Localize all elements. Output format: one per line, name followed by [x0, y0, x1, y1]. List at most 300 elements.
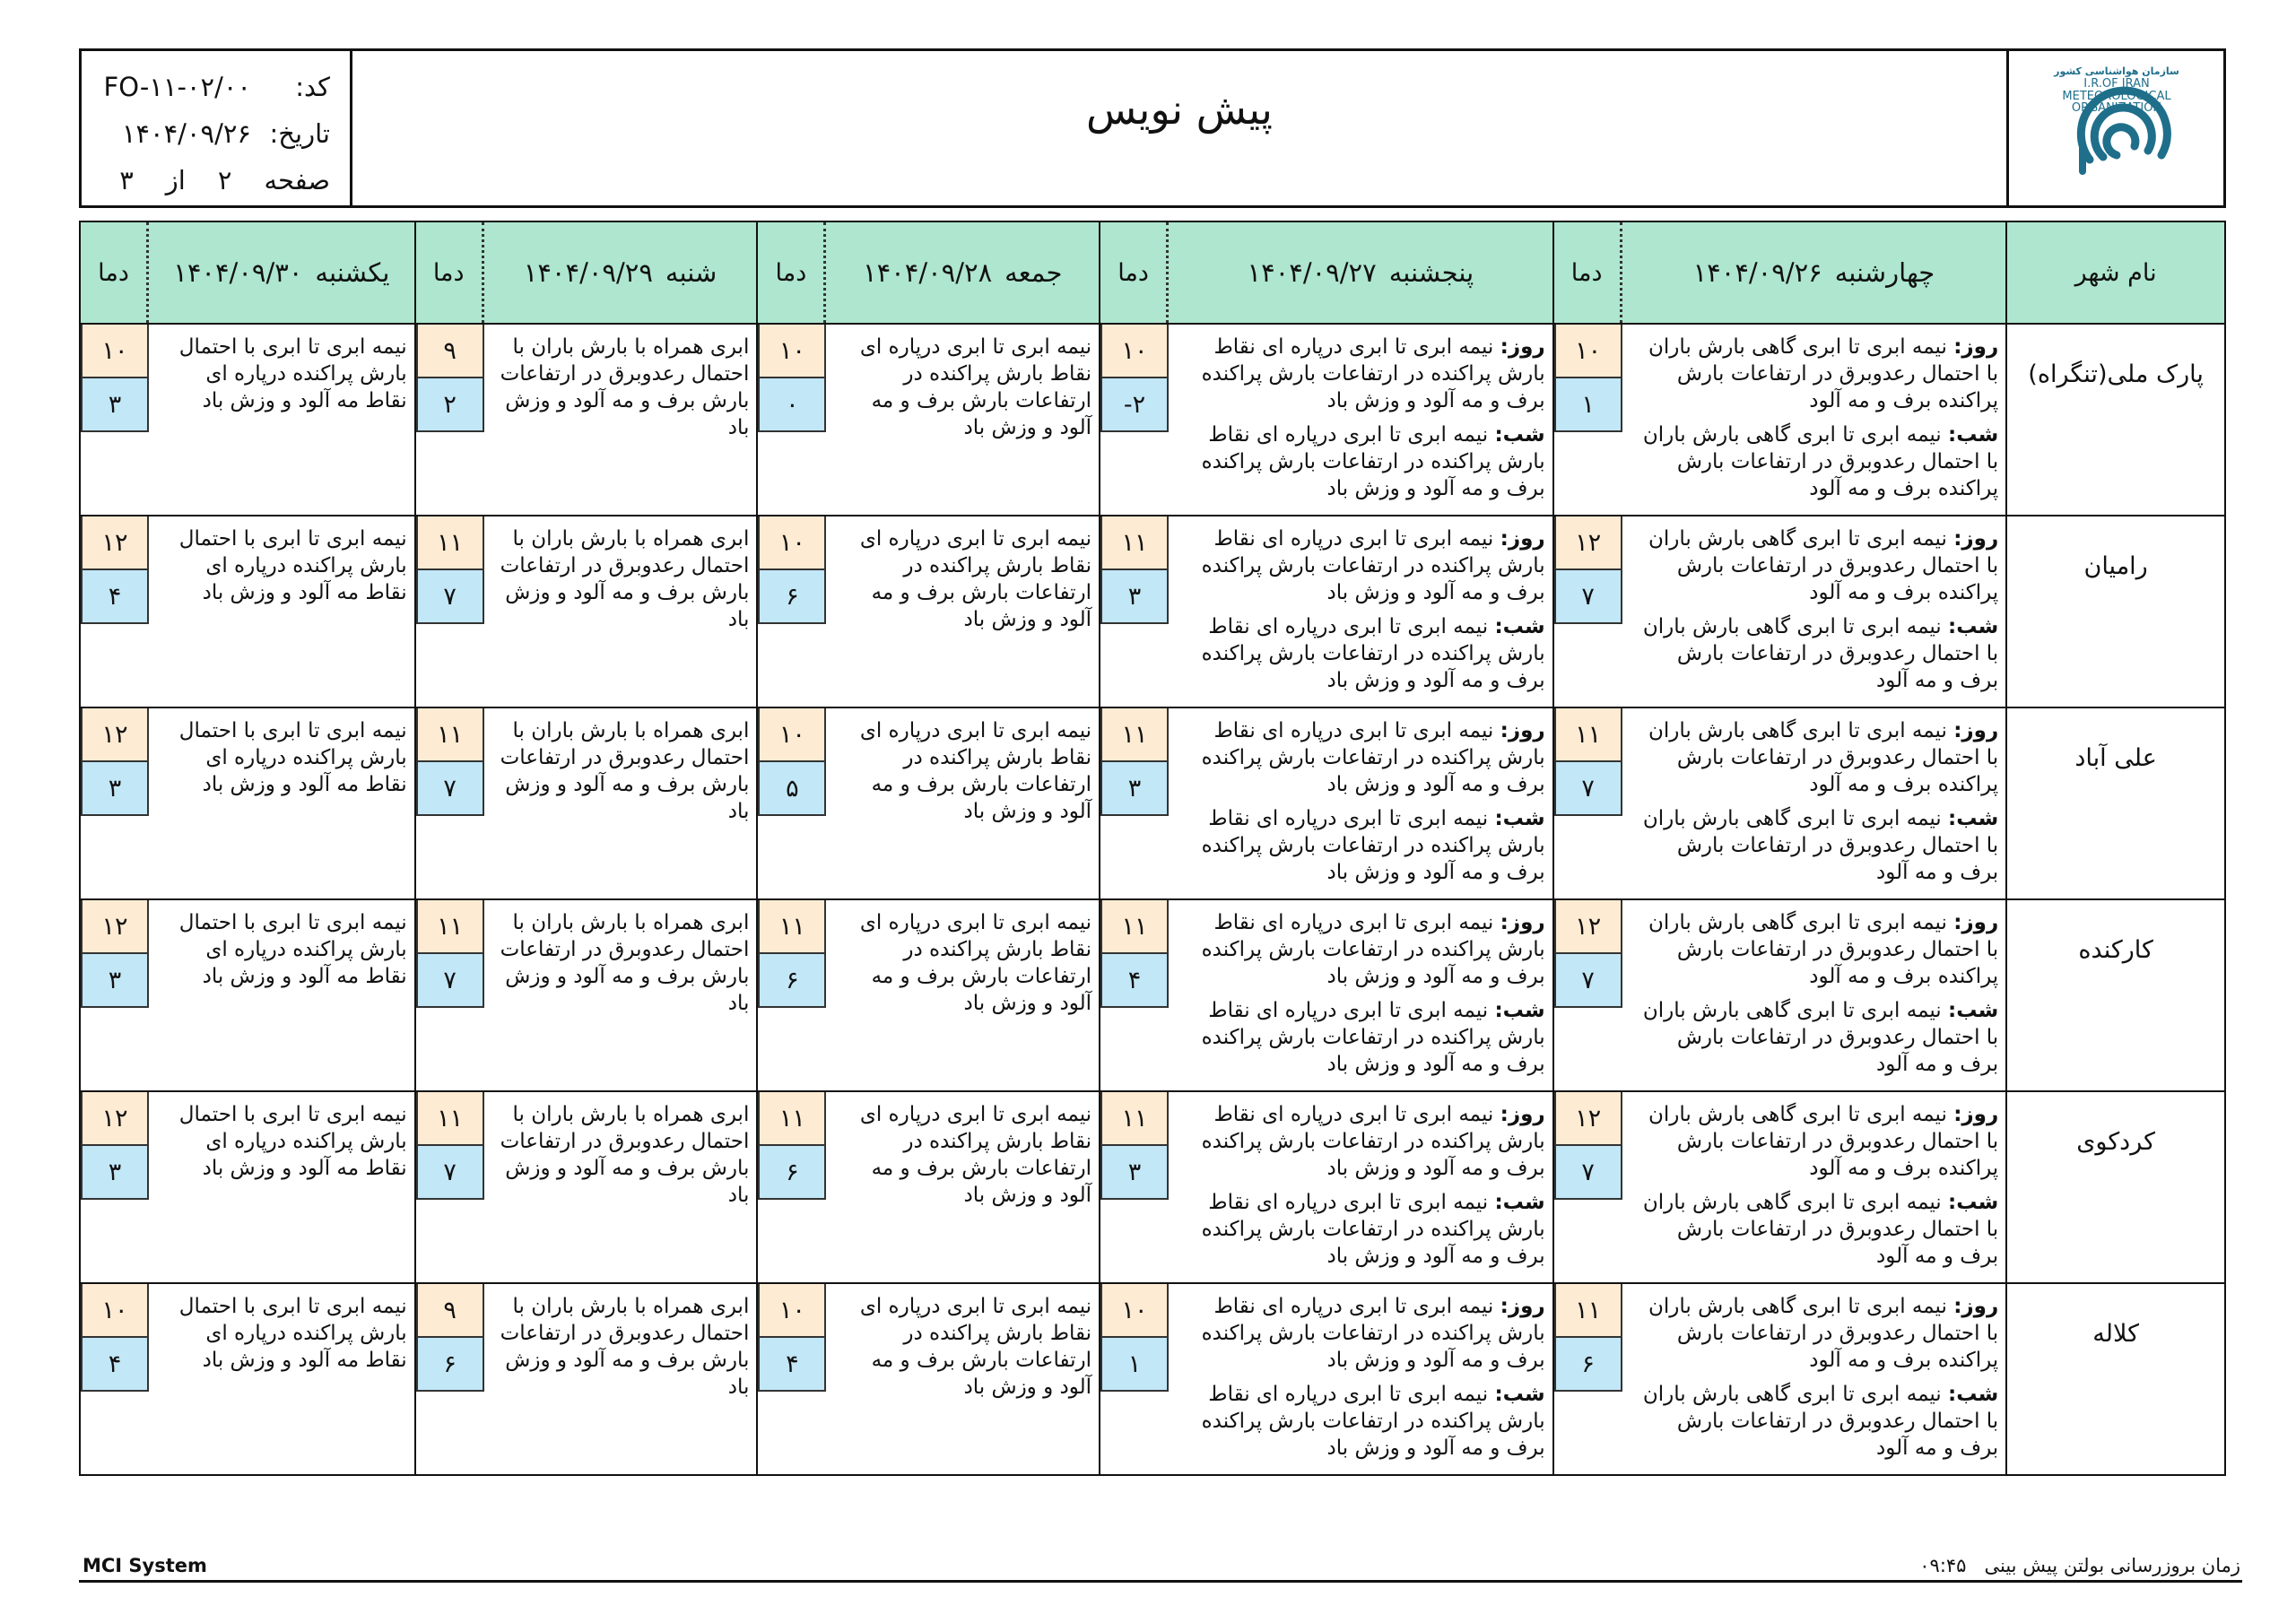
day-cell [1099, 708, 1552, 898]
min-temp [416, 570, 484, 624]
forecast-text: نیمه ابری تا ابری با احتمال بارش پراکنده درپاره ای نقاط مه آلود و وزش باد [178, 335, 407, 412]
forecast-description [826, 1284, 1099, 1474]
min-temp [81, 762, 149, 816]
night-forecast [1179, 805, 1545, 886]
min-temp [1554, 1338, 1622, 1392]
min-temp [81, 1146, 149, 1200]
forecast-text: نیمه ابری تا ابری درپاره ای نقاط بارش پراکنده در ارتفاعات بارش برف و مه آلود و وزش باد [859, 335, 1092, 439]
forecast-text: نیمه ابری تا ابری با احتمال بارش پراکنده درپاره ای نقاط مه آلود و وزش باد [178, 1295, 407, 1372]
max-temp: ۱۲ [1554, 900, 1622, 954]
day-forecast [1179, 909, 1545, 990]
temperature-cell [758, 900, 826, 1090]
page-title: پیش نویس [1086, 85, 1273, 134]
night-label: شب: [1948, 999, 1999, 1022]
table-row [81, 707, 2224, 898]
day-header [1552, 222, 2006, 323]
date-label: تاریخ: [269, 118, 330, 149]
min-temp [416, 1146, 484, 1200]
city-column-header: نام شهر [2005, 222, 2224, 323]
min-temp [1554, 378, 1622, 432]
day-forecast [1179, 1293, 1545, 1374]
min-temp [1554, 954, 1622, 1008]
day-forecast [1633, 525, 1999, 606]
max-temp: ۱۱ [1554, 1284, 1622, 1338]
forecast-description [149, 900, 414, 1090]
min-temp-value: ۱ [1581, 390, 1595, 419]
max-temp: ۱۱ [416, 516, 484, 570]
max-temp: ۱۰ [1554, 325, 1622, 378]
night-forecast [1179, 1381, 1545, 1462]
day-forecast [1633, 334, 1999, 414]
temperature-cell [416, 516, 484, 707]
day-cell [81, 516, 414, 707]
forecast-table [79, 221, 2226, 1476]
forecast-description [484, 900, 757, 1090]
forecast-description [1622, 516, 2006, 707]
temperature-cell [416, 325, 484, 515]
min-temp [758, 1146, 826, 1200]
footer-divider [79, 1580, 2242, 1583]
temperature-cell [758, 1092, 826, 1282]
temperature-cell [758, 708, 826, 898]
forecast-description [484, 1284, 757, 1474]
max-temp: ۱۰ [758, 708, 826, 762]
min-temp [758, 378, 826, 432]
day-name: شنبه [665, 257, 718, 288]
night-forecast [1179, 1189, 1545, 1270]
max-temp: ۱۱ [1100, 900, 1169, 954]
day-forecast-text: نیمه ابری تا ابری درپاره ای نقاط بارش پراکنده در ارتفاعات بارش پراکنده برف و مه آلود و وزش باد [1201, 719, 1545, 796]
min-temp [758, 570, 826, 624]
night-forecast [1633, 613, 1999, 694]
night-forecast [1179, 613, 1545, 694]
day-cell [414, 1284, 757, 1474]
forecast-text: ابری همراه با بارش باران با احتمال رعدوبرق در ارتفاعات بارش برف و مه آلود و وزش باد [500, 1103, 750, 1207]
day-forecast [1633, 1293, 1999, 1374]
temperature-cell [1554, 900, 1622, 1090]
logo-text-en2: METEOROLOGICAL [2061, 90, 2171, 103]
day-forecast-text: نیمه ابری تا ابری گاهی بارش باران با احتمال رعدوبرق در ارتفاعات بارش پراکنده برف و مه آلود [1648, 1295, 1999, 1372]
logo-text-en1: I.R.OF IRAN [2083, 77, 2150, 91]
page-label: صفحه [264, 165, 330, 195]
logo [2006, 51, 2223, 205]
night-label: شب: [1494, 1191, 1545, 1214]
day-cell [81, 325, 414, 515]
day-date: ۱۴۰۴/۰۹/۲۶ [1692, 257, 1822, 288]
temperature-cell [1100, 325, 1169, 515]
forecast-description [1169, 708, 1552, 898]
forecast-description [1622, 900, 2006, 1090]
day-label: روز: [1500, 1295, 1545, 1318]
forecast-text: ابری همراه با بارش باران با احتمال رعدوبرق در ارتفاعات بارش برف و مه آلود و وزش باد [500, 911, 750, 1015]
temperature-cell [1554, 1092, 1622, 1282]
forecast-description [149, 516, 414, 707]
day-label: روز: [1500, 335, 1545, 359]
footer-update-value: ۰۹:۴۵ [1919, 1555, 1967, 1576]
day-forecast [1633, 909, 1999, 990]
table-row [81, 323, 2224, 515]
day-forecast [1633, 717, 1999, 798]
day-cell [1552, 1092, 2006, 1282]
logo-text-fa: سازمان هواشناسی کشور [2053, 65, 2179, 77]
min-temp-value: ۶ [1581, 1350, 1595, 1378]
day-label: روز: [1500, 527, 1545, 551]
temperature-cell [1100, 1092, 1169, 1282]
min-temp-value: ۷ [1581, 582, 1595, 611]
code-label: کد: [295, 72, 330, 102]
day-forecast-text: نیمه ابری تا ابری گاهی بارش باران با احتمال رعدوبرق در ارتفاعات بارش پراکنده برف و مه آلود [1648, 911, 1999, 988]
temp-column-header: دما [81, 222, 149, 323]
day-label: روز: [1953, 911, 1999, 934]
min-temp [81, 954, 149, 1008]
day-cell [414, 325, 757, 515]
forecast-text: نیمه ابری تا ابری درپاره ای نقاط بارش پراکنده در ارتفاعات بارش برف و مه آلود و وزش باد [859, 527, 1092, 631]
min-temp [758, 1338, 826, 1392]
min-temp-value: ۳ [108, 774, 122, 803]
min-temp-value: ۷ [443, 966, 457, 994]
forecast-description [484, 708, 757, 898]
max-temp: ۱۱ [1100, 1092, 1169, 1146]
temperature-cell [758, 325, 826, 515]
code-row [101, 64, 330, 110]
date-row [101, 110, 330, 157]
temperature-cell [416, 1092, 484, 1282]
night-forecast-text: نیمه ابری تا ابری گاهی بارش باران با احتمال رعدوبرق در ارتفاعات بارش برف و مه آلود [1642, 1191, 1999, 1268]
forecast-text: ابری همراه با بارش باران با احتمال رعدوبرق در ارتفاعات بارش برف و مه آلود و وزش باد [500, 527, 750, 631]
page-row [101, 157, 330, 204]
temperature-cell [81, 1092, 149, 1282]
day-header [1099, 222, 1552, 323]
forecast-text: ابری همراه با بارش باران با احتمال رعدوبرق در ارتفاعات بارش برف و مه آلود و وزش باد [500, 719, 750, 823]
forecast-description [826, 325, 1099, 515]
day-forecast-text: نیمه ابری تا ابری درپاره ای نقاط بارش پراکنده در ارتفاعات بارش پراکنده برف و مه آلود و وزش باد [1201, 1103, 1545, 1180]
temperature-cell [416, 900, 484, 1090]
min-temp [1100, 570, 1169, 624]
night-label: شب: [1948, 1191, 1999, 1214]
max-temp: ۹ [416, 325, 484, 378]
night-label: شب: [1948, 423, 1999, 447]
forecast-text: نیمه ابری تا ابری درپاره ای نقاط بارش پراکنده در ارتفاعات بارش برف و مه آلود و وزش باد [859, 1103, 1092, 1207]
day-forecast-text: نیمه ابری تا ابری گاهی بارش باران با احتمال رعدوبرق در ارتفاعات بارش پراکنده برف و مه آلود [1648, 335, 1999, 412]
night-forecast-text: نیمه ابری تا ابری گاهی بارش باران با احتمال رعدوبرق در ارتفاعات بارش برف و مه آلود [1642, 615, 1999, 692]
night-label: شب: [1948, 1383, 1999, 1406]
min-temp [81, 1338, 149, 1392]
min-temp [1554, 1146, 1622, 1200]
max-temp: ۱۲ [81, 1092, 149, 1146]
day-name: چهارشنبه [1834, 257, 1935, 288]
temp-column-header: دما [1554, 222, 1622, 323]
min-temp [416, 378, 484, 432]
page-total: ۳ [119, 165, 134, 195]
day-cell [1099, 325, 1552, 515]
day-cell [81, 708, 414, 898]
min-temp-value: ۳ [108, 966, 122, 994]
night-forecast-text: نیمه ابری تا ابری درپاره ای نقاط بارش پراکنده در ارتفاعات بارش پراکنده برف و مه آلود و وزش باد [1201, 423, 1545, 500]
day-forecast [1179, 717, 1545, 798]
day-cell [1099, 1092, 1552, 1282]
day-cell [1552, 325, 2006, 515]
night-forecast [1633, 1381, 1999, 1462]
day-cell [1552, 516, 2006, 707]
day-cell [414, 900, 757, 1090]
day-label: روز: [1500, 911, 1545, 934]
temperature-cell [81, 708, 149, 898]
max-temp: ۱۰ [81, 1284, 149, 1338]
day-name: پنجشنبه [1388, 257, 1474, 288]
night-forecast-text: نیمه ابری تا ابری درپاره ای نقاط بارش پراکنده در ارتفاعات بارش پراکنده برف و مه آلود و وزش باد [1201, 1191, 1545, 1268]
forecast-text: ابری همراه با بارش باران با احتمال رعدوبرق در ارتفاعات بارش برف و مه آلود و وزش باد [500, 1295, 750, 1399]
min-temp-value: ۶ [786, 966, 799, 994]
temperature-cell [1554, 325, 1622, 515]
day-name: یکشنبه [315, 257, 390, 288]
day-cell [1552, 900, 2006, 1090]
day-label: روز: [1953, 527, 1999, 551]
temperature-cell [81, 1284, 149, 1474]
temperature-cell [758, 516, 826, 707]
max-temp: ۱۱ [1100, 516, 1169, 570]
day-forecast-text: نیمه ابری تا ابری گاهی بارش باران با احتمال رعدوبرق در ارتفاعات بارش پراکنده برف و مه آلود [1648, 1103, 1999, 1180]
max-temp: ۱۲ [81, 516, 149, 570]
min-temp-value: ۷ [1581, 1158, 1595, 1186]
max-temp: ۱۱ [416, 708, 484, 762]
day-forecast-text: نیمه ابری تا ابری درپاره ای نقاط بارش پراکنده در ارتفاعات بارش پراکنده برف و مه آلود و وزش باد [1201, 1295, 1545, 1372]
forecast-description [1169, 1284, 1552, 1474]
night-label: شب: [1494, 1383, 1545, 1406]
day-cell [414, 516, 757, 707]
min-temp-value: ۳ [108, 1158, 122, 1186]
day-date: ۱۴۰۴/۰۹/۳۰ [173, 257, 303, 288]
day-cell [81, 1284, 414, 1474]
max-temp: ۱۲ [1554, 1092, 1622, 1146]
table-row [81, 515, 2224, 707]
min-temp-value: ۳ [1127, 774, 1142, 803]
night-forecast [1179, 421, 1545, 502]
day-cell [414, 708, 757, 898]
day-forecast-text: نیمه ابری تا ابری درپاره ای نقاط بارش پراکنده در ارتفاعات بارش پراکنده برف و مه آلود و وزش باد [1201, 335, 1545, 412]
day-forecast-text: نیمه ابری تا ابری درپاره ای نقاط بارش پراکنده در ارتفاعات بارش پراکنده برف و مه آلود و وزش باد [1201, 527, 1545, 604]
min-temp [758, 954, 826, 1008]
day-label: روز: [1953, 719, 1999, 742]
forecast-text: نیمه ابری تا ابری با احتمال بارش پراکنده درپاره ای نقاط مه آلود و وزش باد [178, 911, 407, 988]
min-temp-value: -۲ [1123, 390, 1146, 419]
city-name: کارکنده [2005, 900, 2224, 1090]
max-temp: ۱۱ [416, 900, 484, 954]
day-name: جمعه [1004, 257, 1063, 288]
min-temp [1100, 1338, 1169, 1392]
day-forecast [1633, 1101, 1999, 1182]
table-row [81, 898, 2224, 1090]
footer-system-name: MCI System [83, 1555, 207, 1576]
min-temp [416, 762, 484, 816]
min-temp [1100, 954, 1169, 1008]
min-temp-value: ۴ [108, 582, 122, 611]
day-forecast [1179, 334, 1545, 414]
forecast-description [1622, 325, 2006, 515]
min-temp-value: ۶ [443, 1350, 457, 1378]
day-cell [756, 325, 1099, 515]
night-forecast-text: نیمه ابری تا ابری گاهی بارش باران با احتمال رعدوبرق در ارتفاعات بارش برف و مه آلود [1642, 1383, 1999, 1460]
max-temp: ۱۰ [758, 325, 826, 378]
temp-column-header: دما [416, 222, 484, 323]
document-header [79, 48, 2226, 208]
min-temp-value: ۲ [443, 390, 457, 419]
temperature-cell [1100, 900, 1169, 1090]
date-value: ۱۴۰۴/۰۹/۲۶ [121, 118, 251, 149]
day-label: روز: [1500, 719, 1545, 742]
day-date: ۱۴۰۴/۰۹/۲۹ [523, 257, 653, 288]
max-temp: ۱۰ [758, 516, 826, 570]
min-temp-value: ۶ [786, 1158, 799, 1186]
day-forecast-text: نیمه ابری تا ابری گاهی بارش باران با احتمال رعدوبرق در ارتفاعات بارش پراکنده برف و مه آلود [1648, 527, 1999, 604]
max-temp: ۱۲ [1554, 516, 1622, 570]
forecast-description [1169, 325, 1552, 515]
night-forecast-text: نیمه ابری تا ابری درپاره ای نقاط بارش پراکنده در ارتفاعات بارش پراکنده برف و مه آلود و وزش باد [1201, 807, 1545, 884]
min-temp-value: ۳ [1127, 1158, 1142, 1186]
forecast-description [484, 516, 757, 707]
temperature-cell [1554, 708, 1622, 898]
page-of: از [165, 165, 186, 195]
day-cell [81, 1092, 414, 1282]
temperature-cell [81, 900, 149, 1090]
min-temp-value: ۵ [786, 774, 799, 803]
min-temp-value: ۷ [443, 1158, 457, 1186]
table-body [81, 323, 2224, 1474]
min-temp [758, 762, 826, 816]
city-name: کلاله [2005, 1284, 2224, 1474]
forecast-description [826, 1092, 1099, 1282]
night-forecast-text: نیمه ابری تا ابری درپاره ای نقاط بارش پراکنده در ارتفاعات بارش پراکنده برف و مه آلود و وزش باد [1201, 1383, 1545, 1460]
min-temp [1554, 762, 1622, 816]
min-temp [1100, 1146, 1169, 1200]
temperature-cell [81, 516, 149, 707]
night-label: شب: [1494, 999, 1545, 1022]
day-cell [1099, 516, 1552, 707]
min-temp-value: ۷ [1581, 774, 1595, 803]
night-forecast-text: نیمه ابری تا ابری گاهی بارش باران با احتمال رعدوبرق در ارتفاعات بارش برف و مه آلود [1642, 807, 1999, 884]
temperature-cell [1100, 516, 1169, 707]
night-forecast-text: نیمه ابری تا ابری گاهی بارش باران با احتمال رعدوبرق در ارتفاعات بارش برف و مه آلود [1642, 999, 1999, 1076]
code-value: FO-۱۱-۰۲/۰۰ [103, 72, 251, 102]
min-temp-value: ۴ [786, 1350, 799, 1378]
forecast-description [1169, 516, 1552, 707]
forecast-description [484, 1092, 757, 1282]
city-name: پارک ملی(تنگراه) [2005, 325, 2224, 515]
day-label: روز: [1953, 1103, 1999, 1126]
forecast-description [149, 708, 414, 898]
temperature-cell [1100, 708, 1169, 898]
temp-column-header: دما [1100, 222, 1169, 323]
night-forecast [1633, 997, 1999, 1078]
temperature-cell [1100, 1284, 1169, 1474]
temperature-cell [416, 708, 484, 898]
min-temp-value: ۱ [1127, 1350, 1142, 1378]
day-cell [1099, 1284, 1552, 1474]
day-forecast [1179, 1101, 1545, 1182]
day-cell [756, 516, 1099, 707]
city-name: کردکوی [2005, 1092, 2224, 1282]
forecast-description [1169, 1092, 1552, 1282]
min-temp-value: ۳ [108, 390, 122, 419]
day-cell [756, 1284, 1099, 1474]
day-header [414, 222, 757, 323]
night-forecast [1633, 421, 1999, 502]
day-forecast-text: نیمه ابری تا ابری گاهی بارش باران با احتمال رعدوبرق در ارتفاعات بارش پراکنده برف و مه آلود [1648, 719, 1999, 796]
night-label: شب: [1948, 615, 1999, 638]
forecast-description [1622, 708, 2006, 898]
min-temp [1100, 378, 1169, 432]
night-label: شب: [1494, 423, 1545, 447]
forecast-text: نیمه ابری تا ابری درپاره ای نقاط بارش پراکنده در ارتفاعات بارش برف و مه آلود و وزش باد [859, 719, 1092, 823]
max-temp: ۱۱ [758, 1092, 826, 1146]
logo-icon [2027, 56, 2206, 200]
forecast-text: نیمه ابری تا ابری با احتمال بارش پراکنده درپاره ای نقاط مه آلود و وزش باد [178, 527, 407, 604]
max-temp: ۹ [416, 1284, 484, 1338]
night-forecast-text: نیمه ابری تا ابری گاهی بارش باران با احتمال رعدوبرق در ارتفاعات بارش پراکنده برف و مه آلود [1642, 423, 1999, 500]
logo-text-en3: ORGANIZATION [2071, 101, 2161, 115]
night-label: شب: [1948, 807, 1999, 830]
day-cell [1552, 1284, 2006, 1474]
footer-update-label: زمان بروزرسانی بولتن پیش بینی [1984, 1555, 2240, 1576]
day-header [81, 222, 414, 323]
night-forecast [1633, 805, 1999, 886]
page-number: ۲ [217, 165, 232, 195]
day-label: روز: [1500, 1103, 1545, 1126]
forecast-text: نیمه ابری تا ابری با احتمال بارش پراکنده درپاره ای نقاط مه آلود و وزش باد [178, 1103, 407, 1180]
min-temp [1100, 762, 1169, 816]
max-temp: ۱۰ [1100, 1284, 1169, 1338]
min-temp-value: ۶ [786, 582, 799, 611]
min-temp-value: ۴ [1127, 966, 1142, 994]
max-temp: ۱۱ [758, 900, 826, 954]
day-header [756, 222, 1099, 323]
max-temp: ۱۱ [1100, 708, 1169, 762]
temperature-cell [81, 325, 149, 515]
forecast-description [1169, 900, 1552, 1090]
day-date: ۱۴۰۴/۰۹/۲۸ [863, 257, 993, 288]
night-forecast-text: نیمه ابری تا ابری درپاره ای نقاط بارش پراکنده در ارتفاعات بارش پراکنده برف و مه آلود و وزش باد [1201, 615, 1545, 692]
max-temp: ۱۰ [81, 325, 149, 378]
day-label: روز: [1953, 1295, 1999, 1318]
night-forecast-text: نیمه ابری تا ابری درپاره ای نقاط بارش پراکنده در ارتفاعات بارش پراکنده برف و مه آلود و وزش باد [1201, 999, 1545, 1076]
min-temp [416, 954, 484, 1008]
min-temp-value: ۷ [443, 582, 457, 611]
max-temp: ۱۱ [416, 1092, 484, 1146]
forecast-description [149, 1092, 414, 1282]
table-row [81, 1090, 2224, 1282]
day-date: ۱۴۰۴/۰۹/۲۷ [1247, 257, 1377, 288]
day-cell [1099, 900, 1552, 1090]
min-temp-value: ۳ [1127, 582, 1142, 611]
forecast-text: نیمه ابری تا ابری درپاره ای نقاط بارش پراکنده در ارتفاعات بارش برف و مه آلود و وزش باد [859, 911, 1092, 1015]
min-temp [81, 570, 149, 624]
max-temp: ۱۲ [81, 900, 149, 954]
temperature-cell [1554, 1284, 1622, 1474]
forecast-description [826, 708, 1099, 898]
temperature-cell [758, 1284, 826, 1474]
min-temp-value: ۰ [786, 390, 799, 419]
day-cell [756, 708, 1099, 898]
forecast-description [826, 516, 1099, 707]
day-cell [756, 1092, 1099, 1282]
day-label: روز: [1953, 335, 1999, 359]
min-temp [416, 1338, 484, 1392]
min-temp-value: ۴ [108, 1350, 122, 1378]
temperature-cell [1554, 516, 1622, 707]
day-cell [414, 1092, 757, 1282]
footer-update-time [1919, 1555, 2240, 1576]
day-cell [81, 900, 414, 1090]
forecast-text: نیمه ابری تا ابری با احتمال بارش پراکنده درپاره ای نقاط مه آلود و وزش باد [178, 719, 407, 796]
